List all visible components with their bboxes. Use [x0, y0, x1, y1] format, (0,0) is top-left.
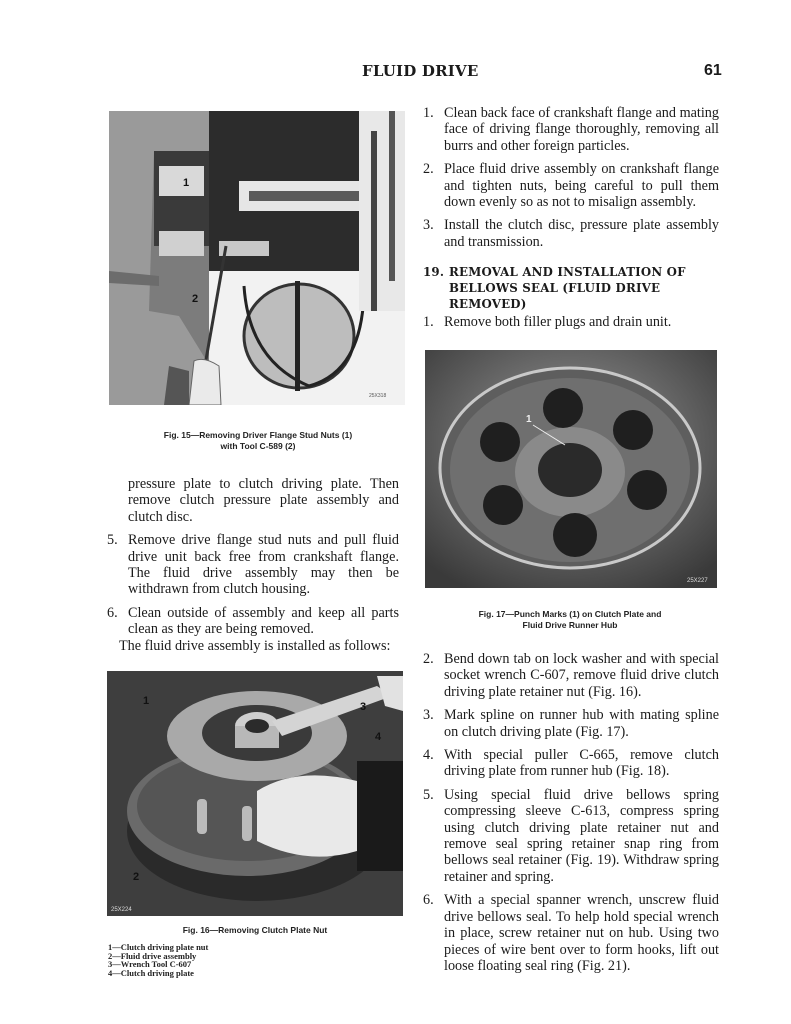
list-item	[423, 314, 719, 330]
figure-15-caption-line1: Fig. 15—Removing Driver Flange Stud Nuts (1)	[163, 430, 353, 440]
figure-17-caption-line2: Fluid Drive Runner Hub	[522, 620, 618, 630]
install-intro-paragraph: The fluid drive assembly is installed as follows:	[119, 637, 391, 654]
list-item	[423, 161, 719, 210]
figure-16-legend	[108, 943, 208, 977]
continued-text: pressure plate to clutch driving plate. Then remove clutch pressure plate assembly and clutch disc.	[128, 476, 399, 525]
figure-17-caption-line1: Fig. 17—Punch Marks (1) on Clutch Plate and	[478, 609, 662, 619]
item-text: Mark spline on runner hub with mating spline on clutch driving plate (Fig. 17).	[444, 707, 719, 740]
item-number: 6.	[107, 604, 118, 621]
figure-15-caption-line2: with Tool C-589 (2)	[220, 441, 296, 451]
figure-17-code: 25X227	[687, 578, 708, 584]
section-heading	[423, 264, 719, 312]
item-number: 1.	[423, 314, 434, 331]
figure-17-label-1: 1	[526, 414, 532, 425]
item-number: 1.	[423, 105, 434, 121]
item-number: 3.	[423, 217, 434, 234]
running-header-title: FLUID DRIVE	[362, 62, 479, 80]
item-number: 5.	[423, 786, 434, 803]
item-number: 6.	[423, 892, 434, 909]
list-item	[423, 892, 719, 974]
item-number: 2.	[423, 161, 434, 178]
figure-16-caption: Fig. 16—Removing Clutch Plate Nut	[182, 925, 328, 935]
figure-15-caption	[110, 430, 406, 452]
list-item	[423, 651, 719, 700]
item-number: 5.	[107, 532, 118, 549]
section-number: 19.	[423, 265, 445, 280]
item-text: Remove drive flange stud nuts and pull fluid drive unit back free from crankshaft flange. The fluid drive assembly may then be withdrawn from clutch housing.	[128, 532, 399, 598]
section-heading-line1: REMOVAL AND INSTALLATION OF	[449, 265, 686, 280]
figure-15-code: 25X318	[369, 393, 387, 399]
item-number: 4.	[423, 747, 434, 764]
list-item	[423, 707, 719, 740]
figure-15-label-1: 1	[183, 177, 190, 189]
list-item	[107, 532, 399, 598]
page-number: 61	[704, 62, 722, 79]
item-text: Install the clutch disc, pressure plate assembly and transmission.	[444, 217, 719, 250]
figure-15-label-2: 2	[192, 293, 199, 305]
figure-17-image	[425, 350, 717, 588]
item-text: With a special spanner wrench, unscrew fluid drive bellows seal. To help hold special wrench in place, screw retainer nut on hub. Using two pieces of wire bent over to form hooks, lift out loose floating seal ring (Fig. 21).	[444, 892, 719, 974]
right-column-bottom	[423, 651, 719, 981]
legend-item: 3—Wrench Tool C-607	[108, 959, 192, 969]
item-number: 3.	[423, 707, 434, 724]
item-text: Remove both filler plugs and drain unit.	[444, 314, 672, 331]
figure-16-label-1: 1	[143, 695, 150, 707]
legend-item: 2—Fluid drive assembly	[108, 950, 197, 961]
legend-item: 4—Clutch driving plate	[108, 967, 194, 978]
list-item	[107, 605, 399, 638]
figure-16-code: 25X224	[111, 907, 132, 913]
legend-item: 1—Clutch driving plate nut	[108, 942, 209, 952]
list-item	[423, 105, 719, 154]
item-text: Using special fluid drive bellows spring compressing sleeve C-613, compress spring using clutch driving plate retainer nut and remove seal spring retainer snap ring from bellows seal retainer (Fig. 19). Withdraw spring retainer and spring.	[444, 786, 719, 885]
item-number: 2.	[423, 651, 434, 667]
figure-16-label-3: 3	[360, 701, 367, 713]
figure-15-image	[109, 111, 405, 405]
item-text: With special puller C-665, remove clutch driving plate from runner hub (Fig. 18).	[444, 747, 719, 780]
left-column	[107, 476, 399, 654]
list-item	[423, 217, 719, 250]
list-item	[423, 787, 719, 885]
section-heading-line2: BELLOWS SEAL (FLUID DRIVE REMOVED)	[449, 281, 661, 312]
figure-17-caption	[422, 609, 718, 631]
list-item	[423, 747, 719, 780]
figure-16-label-2: 2	[133, 871, 140, 883]
item-text: Place fluid drive assembly on crankshaft flange and tighten nuts, being careful to pull them down evenly so as not to misalign assembly.	[444, 161, 719, 211]
item-text: Bend down tab on lock washer and with special socket wrench C-607, remove fluid drive clutch driving plate retainer nut (Fig. 16).	[444, 651, 719, 700]
item-text: Clean outside of assembly and keep all parts clean as they are being removed.	[128, 604, 399, 638]
figure-16-label-4: 4	[375, 731, 382, 743]
figure-16-image	[107, 671, 403, 916]
item-text: Clean back face of crankshaft flange and mating face of driving flange thoroughly, removing all burrs and other foreign particles.	[444, 105, 719, 154]
right-column-top	[423, 105, 719, 338]
